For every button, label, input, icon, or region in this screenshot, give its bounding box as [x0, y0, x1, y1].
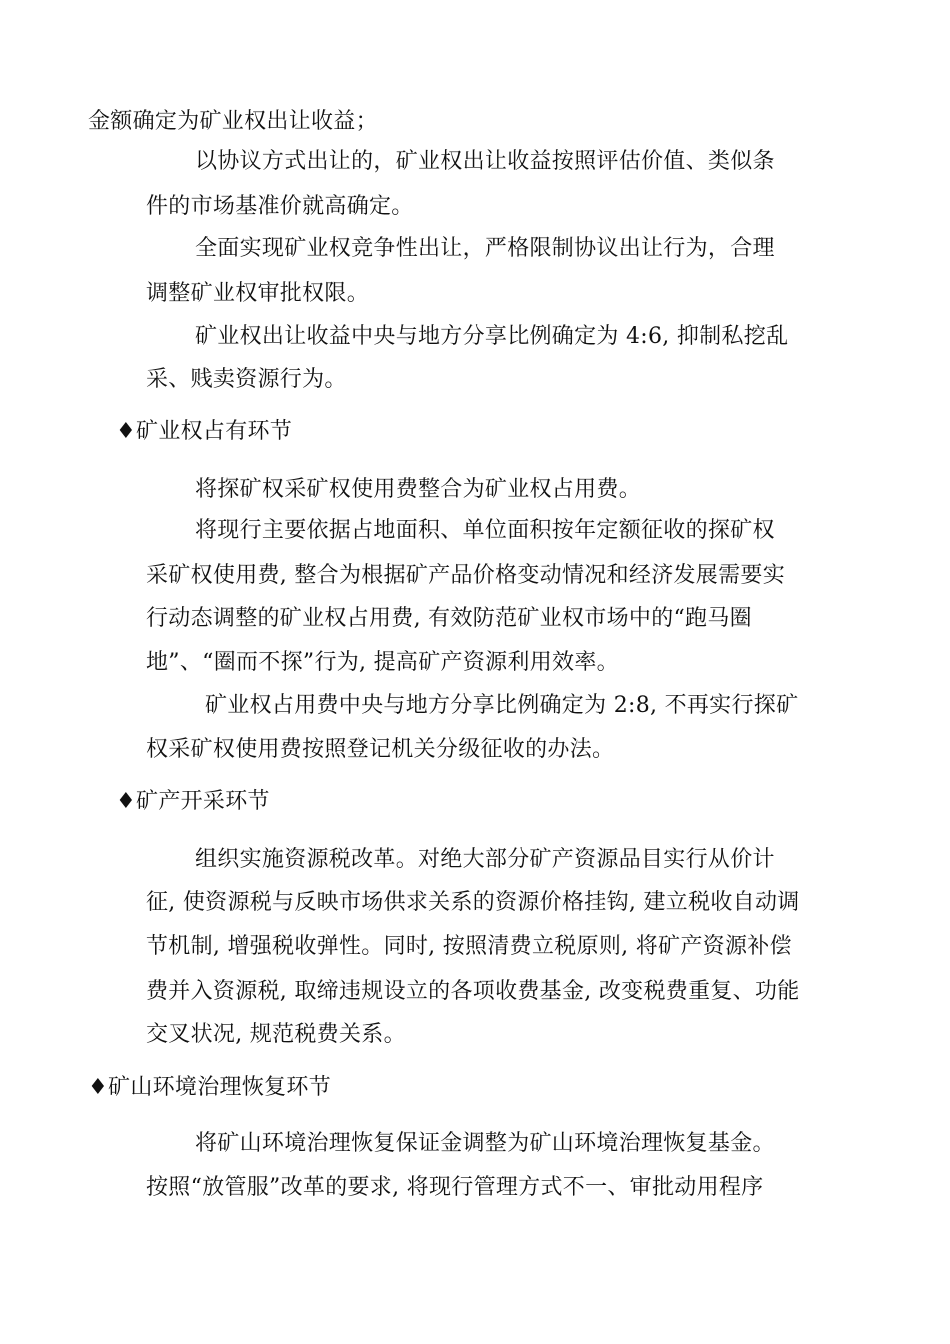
paragraph-line: 按照“放管服”改革的要求, 将现行管理方式不一、审批动用程序 — [146, 1175, 764, 1200]
paragraph-line: 交叉状况, 规范税费关系。 — [146, 1022, 406, 1047]
paragraph-line: 矿业权出让收益中央与地方分享比例确定为 4:6, 抑制私挖乱 — [195, 324, 789, 349]
paragraph-line: 权采矿权使用费按照登记机关分级征收的办法。 — [146, 737, 615, 762]
paragraph-line: 采、贱卖资源行为。 — [146, 367, 347, 392]
paragraph-line: 以协议方式出让的，矿业权出让收益按照评估价值、类似条 — [195, 149, 775, 174]
section-heading: ♦矿业权占有环节 — [116, 419, 293, 444]
section-heading: ♦矿产开采环节 — [116, 789, 270, 814]
paragraph-line: 地”、“圈而不探”行为, 提高矿产资源利用效率。 — [146, 650, 619, 675]
paragraph-line: 行动态调整的矿业权占用费, 有效防范矿业权市场中的“跑马圈 — [146, 606, 752, 631]
paragraph-line: 调整矿业权审批权限。 — [146, 281, 370, 306]
paragraph-line: 费并入资源税, 取缔违规设立的各项收费基金, 改变税费重复、功能 — [146, 979, 800, 1004]
paragraph-line: 金额确定为矿业权出让收益； — [88, 109, 378, 134]
section-heading: ♦矿山环境治理恢复环节 — [88, 1075, 332, 1100]
paragraph-line: 采矿权使用费, 整合为根据矿产品价格变动情况和经济发展需要实 — [146, 563, 785, 588]
paragraph-line: 件的市场基准价就高确定。 — [146, 194, 414, 219]
paragraph-line: 组织实施资源税改革。对绝大部分矿产资源品目实行从价计 — [195, 847, 775, 872]
paragraph-line: 将现行主要依据占地面积、单位面积按年定额征收的探矿权 — [195, 518, 775, 543]
paragraph-line: 节机制, 增强税收弹性。同时, 按照清费立税原则, 将矿产资源补偿 — [146, 934, 792, 959]
paragraph-line: 征, 使资源税与反映市场供求关系的资源价格挂钩, 建立税收自动调 — [146, 890, 800, 915]
paragraph-line: 将矿山环境治理恢复保证金调整为矿山环境治理恢复基金。 — [195, 1131, 775, 1156]
paragraph-line: 矿业权占用费中央与地方分享比例确定为 2:8, 不再实行探矿 — [205, 693, 799, 718]
paragraph-line: 全面实现矿业权竞争性出让，严格限制协议出让行为，合理 — [195, 236, 775, 261]
paragraph-line: 将探矿权采矿权使用费整合为矿业权占用费。 — [195, 477, 642, 502]
